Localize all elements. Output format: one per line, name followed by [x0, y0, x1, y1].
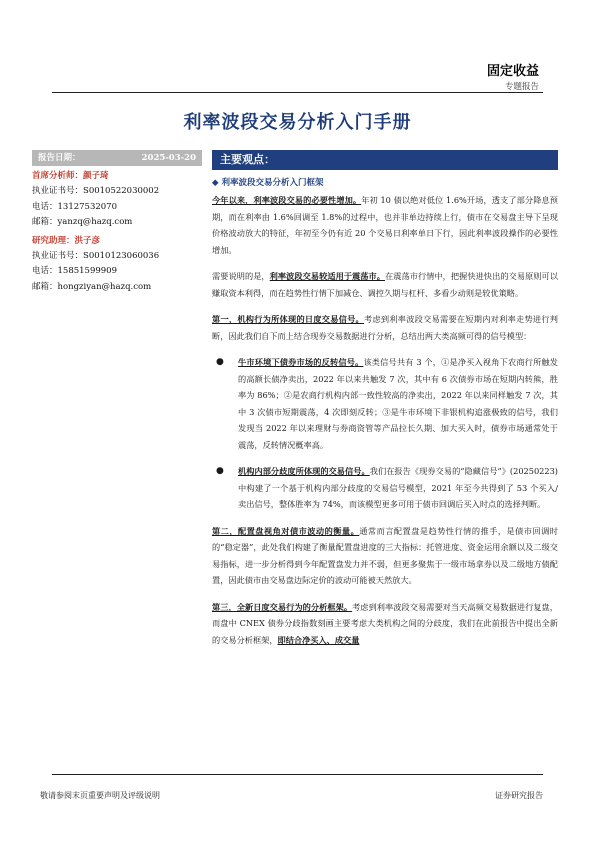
chief-email[interactable]: 邮箱：yanzq@hazq.com: [32, 217, 133, 227]
assistant-cert: 执业证书号：S0010123060036: [32, 250, 160, 261]
paragraph-body: 考虑到利率波段交易需要在短期内对利率走势进行判断，因此我们自下而上结合现券交易数据进行分析，总结出两大类高频可得的信号模型：: [212, 314, 558, 341]
chief-cert: 执业证书号：S0010522030002: [32, 186, 160, 196]
research-assistant: 研究助理：洪子彦: [32, 235, 101, 246]
paragraph-body: 年初 10 债以绝对低位 1.6%开场，透支了部分降息预期，而在利率由 1.6%回调至 1.8%的过程中，也并非单边持续上行，债市在交易盘主导下呈现价格波动放大的特征，年初至今仍有近 20 个交易日利率单日下行，因此利率波段操作的必要性增加。: [212, 195, 558, 255]
paragraph-lead: 第一，机构行为所体现的日度交易信号。: [212, 314, 365, 324]
bullet-body: 该类信号共有 3 个，①是净买入视角下农商行所触发的高额长债净卖出，2022 年以来共触发 7 次，其中有 6 次债券市场在短期内转熊，胜率为 86%；②是农商行机构内部一致性较高的净卖出，2022 年以来同样触发 7 次，其中 3 次债市短期震荡，4 次即刻反转；③是牛市环境下非银机构追涨极致的信号，我们发现当 2022 年以来理财与券商资管等产品拉长久期、加大买入时，债券市场通常处于震荡，反转情况概率高。: [238, 357, 558, 450]
bullet-dot-icon: ●: [216, 357, 224, 367]
paragraph-body: 考虑到利率波段交易需要对当天高频交易数据进行复盘，而盘中 CNEX 债券分歧指数刻画主要考虑大类机构之间的分歧度，我们在此前报告中提出全新的交易分析框架，: [212, 601, 558, 645]
paragraph-tail: 即结合净买入、成交量: [277, 634, 360, 645]
chief-phone: 电话：13127532070: [32, 201, 117, 212]
bullet-text: [238, 463, 558, 513]
paragraph-prefix: 需要说明的是，: [212, 271, 270, 281]
report-category: 固定收益: [486, 64, 539, 79]
analyst-sidebar: [32, 150, 202, 295]
paragraph-body: 通常而言配置盘是趋势性行情的推手，是债市回调时的“稳定器”，此处我们构建了衡量配置盘进度的三大指标：托管进度、资金运用余额以及二级交易指标，进一步分析得到今年配置盘发力并不弱，但更多聚焦于一级市场拿券以及二级地方债配置，因此债市由交易盘边际定价的波动可能被天然放大。: [212, 525, 558, 585]
paragraph-lead: 利率波段交易较适用于震荡市。: [269, 271, 386, 281]
framework-subheading: ◆ 利率波段交易分析入门框架: [212, 178, 324, 188]
footer-label: 证券研究报告: [495, 791, 543, 800]
header-divider: [52, 92, 543, 93]
footer-disclaimer: 敬请参阅末页重要声明及评级说明: [40, 791, 160, 800]
bullet-item: [212, 463, 558, 513]
bullet-body: 我们在报告《现券交易的“隐藏信号”》(20250223)中构建了一个基于机构内部分歧度的交易信号模型，2021 年至今共得到了 53 个买入/卖出信号，整体胜率为 74%，而该模型更多可用于债市回调后买入时点的选择判断。: [238, 466, 558, 509]
paragraph-second: [212, 523, 558, 589]
report-date-label: 报告日期：: [38, 153, 81, 163]
bullet-text: [238, 354, 558, 453]
page-title: 利率波段交易分析入门手册: [183, 112, 412, 133]
report-date-bar: [32, 150, 202, 166]
paragraph-third: [212, 599, 558, 649]
chief-analyst: 首席分析师：颜子琦: [32, 171, 109, 181]
bullet-item: [212, 354, 558, 453]
main-points: [212, 150, 558, 658]
report-subcategory: 专题报告: [504, 82, 539, 92]
bullet-lead: 牛市环境下债券市场的反转信号。: [238, 357, 364, 367]
paragraph-necessity: [212, 192, 558, 258]
footer-divider: [52, 774, 543, 775]
paragraph-lead: 第三，全新日度交易行为的分析框架。: [212, 601, 353, 612]
assistant-phone: 电话：15851599909: [32, 266, 117, 276]
section-title: 主要观点：: [212, 150, 558, 170]
paragraph-body: 在震荡市行情中，把握快进快出的交易原则可以赚取资本利得，而在趋势性行情下加减仓、调控久期与杠杆、多看少动则是较优策略。: [212, 271, 558, 298]
report-date-value: 2025-03-20: [141, 153, 196, 163]
bullet-lead: 机构内部分歧度所体现的交易信号。: [238, 466, 370, 476]
paragraph-lead: 今年以来，利率波段交易的必要性增加。: [212, 195, 362, 205]
paragraph-applicability: [212, 268, 558, 301]
bullet-dot-icon: ●: [216, 466, 224, 476]
paragraph-lead: 第二，配置盘视角对债市波动的衡量。: [212, 525, 360, 536]
paragraph-first: [212, 311, 558, 344]
assistant-email[interactable]: 邮箱：hongziyan@hazq.com: [32, 281, 152, 292]
